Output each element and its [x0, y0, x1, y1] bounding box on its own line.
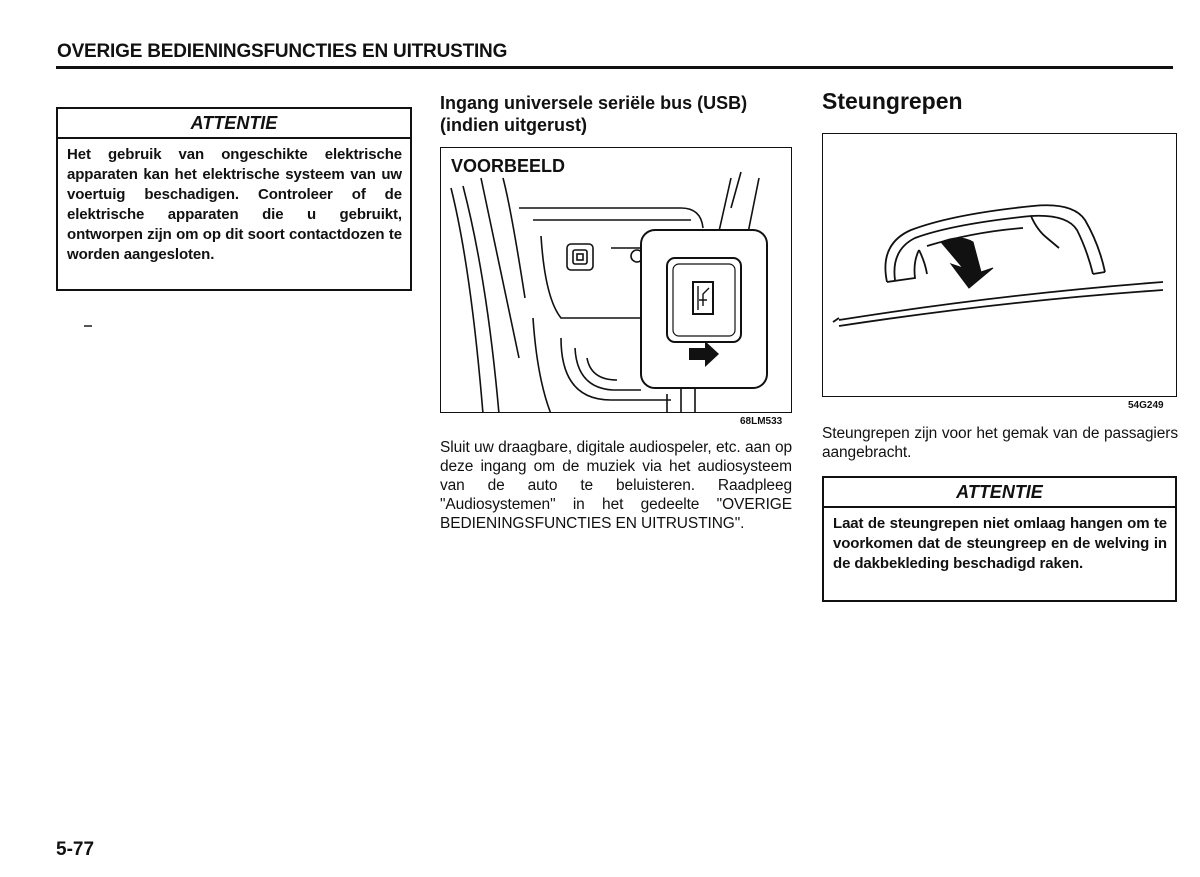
- stray-mark: [84, 325, 92, 327]
- figure-label: VOORBEELD: [451, 156, 566, 176]
- caution-text: Het gebruik van ongeschikte elektrische apparaten kan het elektrische systeem van uw voertuig beschadigen. Controleer of de elektrische apparaten die u gebruikt, ontworpen zijn om op dit soort contactdozen te worden aangesloten.: [67, 146, 402, 263]
- caution-box-right: [822, 476, 1177, 602]
- grip-section-heading: Steungrepen: [822, 88, 963, 114]
- usb-figure: [440, 147, 792, 413]
- caution-box-left: [56, 107, 412, 291]
- arrow-down-icon: [941, 238, 993, 288]
- usb-illustration: [441, 148, 792, 413]
- usb-paragraph: Sluit uw draagbare, digitale audiospeler, etc. aan op deze ingang om de muziek via het audiosysteem van de auto te beluisteren. Raadpleeg "Audiosystemen" in het gedeelte "OVERIGE BEDIENINGSFUNCTIES EN UITRUSTING".: [440, 439, 792, 532]
- caution-caption: ATTENTIE: [58, 109, 410, 139]
- figure-code-usb: 68LM533: [740, 416, 783, 427]
- usb-section-heading: Ingang universele seriële bus (USB) (indien uitgerust): [440, 93, 748, 135]
- page-number: 5-77: [56, 839, 95, 860]
- caution-text: Laat de steungrepen niet omlaag hangen om te voorkomen dat de steungreep en de welving in de dakbekleding beschadigd raken.: [833, 515, 1167, 572]
- page-header-title: OVERIGE BEDIENINGSFUNCTIES EN UITRUSTING: [57, 41, 508, 62]
- grip-figure: [822, 133, 1177, 397]
- grip-paragraph: Steungrepen zijn voor het gemak van de passagiers aangebracht.: [822, 425, 1178, 461]
- figure-code-grip: 54G249: [1128, 400, 1164, 411]
- header-rule: [56, 66, 1173, 69]
- usb-port-icon: [693, 282, 713, 314]
- grip-illustration: [823, 134, 1177, 397]
- caution-caption: ATTENTIE: [824, 478, 1175, 508]
